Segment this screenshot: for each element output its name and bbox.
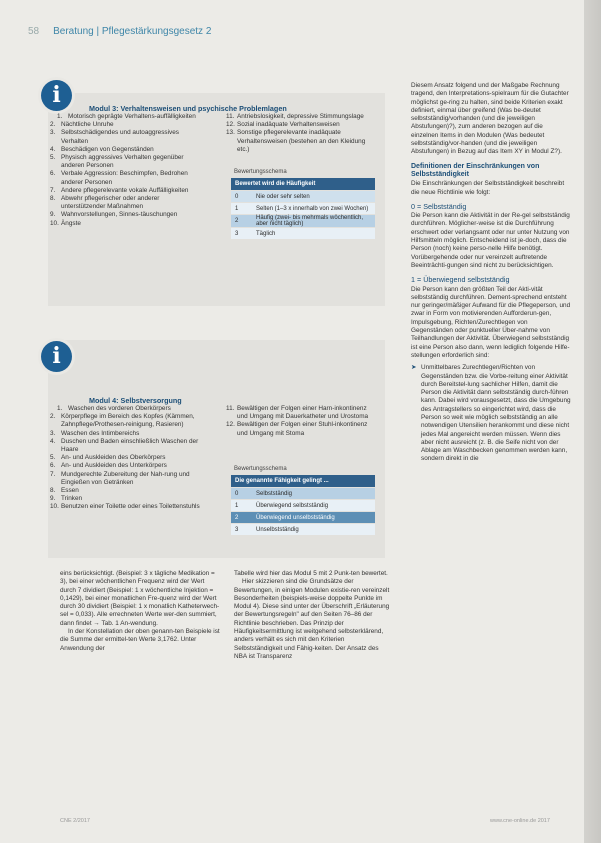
item-number: 8.: [50, 195, 56, 203]
item-text: Waschen des vorderen Oberkörpers: [68, 405, 171, 412]
item-number: 5.: [50, 154, 56, 162]
scheme-header: Die genannte Fähigkeit gelingt ...: [231, 475, 375, 487]
module4-title: Modul 4: Selbstversorgung: [89, 396, 182, 405]
body-column-right: [411, 82, 571, 464]
paragraph: Tabelle wird hier das Modul 5 mit 2 Punk-ten bewertet.: [234, 570, 388, 577]
scheme-description: Überwiegend unselbstständig: [256, 514, 335, 521]
list-item: [50, 211, 200, 219]
item-text: Physisch aggressives Verhalten gegenüber anderen Personen: [61, 154, 184, 170]
item-text: Nächtliche Unruhe: [61, 121, 114, 129]
item-number: 7.: [50, 470, 56, 478]
scheme-row: [231, 228, 375, 239]
paragraph: Diesem Ansatz folgend und der Maßgabe Rechnung tragend, den Interpretations-spielraum für die Gutachter möglichst ge-ring zu halten, sind beide Kriterien exakt definiert, einmal über greifend (Was be-deutet selbstständig/vorhanden (und die jeweiligen Abstufungen)?), zum anderen bezogen auf die einzelnen Items in den Modulen (Was bedeutet selbstständig/vor-handen (und die jeweiligen Abstufungen) in Bezug auf das Item XY in Modul Z?).: [411, 82, 569, 156]
module3-list-left: [50, 113, 200, 228]
list-item: [226, 405, 376, 421]
item-number: 4.: [50, 145, 56, 153]
paragraph: Hier skizzieren sind die Grundsätze der Bewertungen, in einigen Modulen existie-ren vereinzelt Besonderheiten (beispiels-weise doppelte Punkte im Modul 4). Diese sind unter der Überschrift „Erläuterung der Bewertungsregeln" auf den Seiten 76–86 der Richtlinie beschrieben. Das Prinzip der Häufigkeitsermittlung ist weitgehend selbsterklärend, anders verhält es sich mit den Kriterien Selbstständigkeit und Fähig-keiten. Der Ansatz des NBA ist Transparenz: [234, 578, 390, 660]
list-item: [50, 170, 200, 186]
item-text: Andere pflegerelevante vokale Auffälligkeiten: [61, 186, 189, 194]
list-item: [50, 413, 215, 429]
module4-scheme-label: Bewertungsschema: [234, 466, 287, 472]
list-item: [50, 438, 215, 454]
item-number: 1.: [57, 113, 63, 120]
list-item: [50, 154, 200, 170]
item-number: 9.: [50, 495, 56, 503]
item-text: Waschen des Intimbereichs: [61, 429, 140, 437]
item-number: 12.: [226, 121, 235, 129]
scheme-row: [231, 191, 375, 202]
list-item: [50, 462, 215, 470]
list-item: [50, 503, 215, 511]
module4-scheme-table: [231, 475, 375, 536]
section-heading: Definitionen der Einschränkungen von Selbstständigkeit: [411, 162, 540, 178]
list-item: [226, 421, 376, 437]
item-number: 6.: [50, 462, 56, 470]
scheme-value: 0: [235, 490, 239, 497]
item-text: Abwehr pflegerischer oder anderer unterstützender Maßnahmen: [61, 195, 160, 211]
list-item: [50, 113, 200, 121]
paragraph: eins berücksichtigt. (Beispiel: 3 x tägliche Medikation = 3), bei einer wöchentlichen Frequenz wird der Wert durch 7 dividiert (Beispiel: 1 x wöchentliche Injektion = 0,1429), bei einer monatlichen Fre-quenz wird der Wert durch 30 dividiert (Beispiel: 1 x monatlich Katheterwech-sel = 0,033). Alle errechneten Werte wer-den summiert, dann findet → Tab. 1 An-wendung.: [60, 570, 220, 627]
scheme-row: [231, 524, 375, 535]
list-item: [226, 113, 376, 121]
item-text: Benutzen einer Toilette oder eines Toilettenstuhls: [61, 503, 200, 511]
paragraph: Die Person kann die Aktivität in der Re-gel selbstständig durchführen. Möglicher-weise ist die Durchführung erschwert oder verlangsamt oder nur unter Nutzung von Hilfsmitteln möglich. Entscheidend ist je-doch, dass die Person (noch) keine perso-nelle Hilfe benötigt. Vorübergehende oder nur vereinzelt auftretende Beeinträchti-gungen sind nicht zu berücksichtigen.: [411, 212, 570, 269]
scheme-value: 1: [235, 205, 239, 212]
item-text: Körperpflege im Bereich des Kopfes (Kämmen, Zahnpflege/Prothesen-reinigung, Rasieren): [61, 413, 195, 429]
bullet-text: Unmittelbares Zurechtlegen/Richten von Gegenständen bzw. die Vorbe-reitung einer Aktivität durch Bereitstel-lung sachlicher Hilfen, damit die Person die Aktivität dann selbstständig durch-führen kann. Dabei wird vorausgesetzt, dass die Umgebung des Antragstellers so eingerichtet wird, dass die Person so weit wie möglich selbstständig an alle notwendigen Utensilien herankommt und diese nicht jedes Mal angereicht werden müssen. Wenn dies aber nicht ausreicht (z. B. die Seife nicht von der Ablage am Waschbecken genommen werden kann, sondern direkt in die: [421, 364, 571, 463]
item-text: Sonstige pflegerelevante inadäquate Verhaltensweisen (bestehen an den Kleidung etc.): [237, 129, 366, 153]
item-text: Duschen und Baden einschließlich Waschen der Haare: [61, 437, 199, 454]
item-text: Bewältigen der Folgen einer Stuhl-inkontinenz und Umgang mit Stoma: [237, 421, 368, 437]
info-icon: i: [41, 341, 72, 372]
list-item: [50, 220, 200, 228]
item-number: 11.: [226, 405, 235, 412]
scheme-row: [231, 512, 375, 523]
running-header: [28, 26, 211, 37]
item-text: Trinken: [61, 495, 83, 503]
item-text: Verbale Aggression: Beschimpfen, Bedrohen anderer Personen: [61, 170, 188, 186]
module3-scheme-table: [231, 178, 375, 240]
scheme-row: [231, 203, 375, 214]
list-item: [50, 495, 215, 503]
scheme-row: [231, 500, 375, 511]
item-number: 6.: [50, 170, 56, 178]
body-column-middle: [234, 570, 390, 661]
list-item: [226, 121, 376, 129]
item-number: 9.: [50, 211, 56, 219]
paragraph: Die Einschränkungen der Selbstständigkeit beschreibt die neue Richtlinie wie folgt:: [411, 180, 565, 196]
item-number: 3.: [50, 429, 56, 437]
scheme-description: Selbstständig: [256, 490, 293, 497]
item-text: An- und Auskleiden des Oberkörpers: [61, 454, 166, 462]
subheading: 1 = Überwiegend selbstständig: [411, 275, 510, 285]
item-number: 2.: [50, 413, 56, 421]
item-number: 4.: [50, 437, 56, 445]
item-text: Selbstschädigendes und autoaggressives Verhalten: [61, 129, 179, 145]
item-number: 11.: [226, 113, 235, 120]
running-title: Beratung | Pflegestärkungsgesetz 2: [53, 26, 212, 37]
item-number: 5.: [50, 454, 56, 462]
module3-list-right: [226, 113, 376, 154]
item-text: Antriebslosigkeit, depressive Stimmungslage: [237, 113, 364, 120]
list-item: [50, 187, 200, 195]
module4-list-left: [50, 405, 215, 512]
list-item: [50, 129, 200, 145]
list-item: [50, 471, 215, 487]
scheme-description: Häufig (zwei- bis mehrmals wöchentlich, aber nicht täglich): [256, 215, 364, 227]
item-number: 10.: [50, 503, 59, 511]
page-edge: [584, 0, 601, 843]
info-icon: i: [41, 80, 72, 111]
scheme-row: [231, 488, 375, 499]
scheme-header: Bewertet wird die Häufigkeit: [231, 178, 375, 190]
module3-scheme-label: Bewertungsschema: [234, 169, 287, 175]
scheme-description: Überwiegend selbstständig: [256, 502, 329, 509]
list-item: [50, 121, 200, 129]
item-number: 2.: [50, 121, 56, 129]
bullet-item: [411, 364, 571, 464]
item-text: Beschädigen von Gegenständen: [61, 145, 154, 153]
scheme-value: 2: [235, 514, 239, 521]
item-text: Ängste: [61, 219, 81, 227]
item-number: 7.: [50, 186, 56, 194]
list-item: [50, 487, 215, 495]
module4-list-right: [226, 405, 376, 438]
paragraph: Die Person kann den größten Teil der Akti-vität selbstständig durchführen. Dement-sprechend entsteht nur geringer/mäßiger Aufwand für die Pflegeperson, und zwar in Form von motivierenden Aufforderun-gen, Impulsgebung, Richten/Zurechtlegen von Gegenständen oder punktueller Über-nahme von Teilhandlungen der Aktivität. Überwiegend selbstständig ist eine Person also dann, wenn lediglich folgende Hilfe-stellungen erforderlich sind:: [411, 285, 571, 359]
list-item: [226, 129, 376, 154]
item-text: Bewältigen der Folgen einer Harn-inkontinenz und Umgang mit Dauerkatheter und Urostoma: [237, 405, 369, 421]
list-item: [50, 454, 215, 462]
scheme-row: [231, 215, 375, 227]
item-number: 1.: [57, 405, 63, 412]
item-number: 13.: [226, 129, 235, 137]
footer-right: www.cne-online.de 2017: [490, 818, 550, 824]
page-number: 58: [28, 26, 40, 37]
item-number: 12.: [226, 421, 235, 429]
list-item: [50, 430, 215, 438]
subheading: 0 = Selbstständig: [411, 201, 467, 211]
scheme-value: 1: [235, 502, 239, 509]
item-number: 3.: [50, 129, 56, 137]
scheme-value: 3: [235, 526, 239, 533]
item-number: 8.: [50, 487, 56, 495]
body-column-left: [60, 570, 220, 653]
item-text: Essen: [61, 487, 79, 495]
item-number: 10.: [50, 219, 59, 227]
item-text: Sozial inadäquate Verhaltensweisen: [237, 121, 340, 129]
paragraph: In der Konstellation der oben genann-ten Beispiele ist die Summe der ermittel-ten Werte 3,1762. Unter Anwendung der: [60, 628, 220, 652]
scheme-value: 2: [235, 218, 239, 224]
scheme-description: Selten (1–3 x innerhalb von zwei Wochen): [256, 205, 369, 212]
item-text: Mundgerechte Zubereitung der Nah-rung und Eingießen von Getränken: [61, 470, 190, 486]
scheme-value: 3: [235, 230, 239, 237]
scheme-description: Unselbstständig: [256, 526, 299, 533]
scheme-description: Nie oder sehr selten: [256, 193, 310, 200]
footer-left: CNE 2/2017: [60, 818, 90, 824]
item-text: An- und Auskleiden des Unterkörpers: [61, 462, 167, 470]
list-item: [50, 195, 200, 211]
list-item: [50, 146, 200, 154]
arrow-bullet-icon: ➤: [411, 364, 417, 372]
item-text: Motorisch geprägte Verhaltens-auffälligkeiten: [68, 113, 196, 120]
scheme-value: 0: [235, 193, 239, 200]
module3-title: Modul 3: Verhaltensweisen und psychische Problemlagen: [89, 104, 287, 113]
list-item: [50, 405, 215, 413]
item-text: Wahnvorstellungen, Sinnes-täuschungen: [61, 211, 178, 219]
scheme-description: Täglich: [256, 230, 276, 237]
